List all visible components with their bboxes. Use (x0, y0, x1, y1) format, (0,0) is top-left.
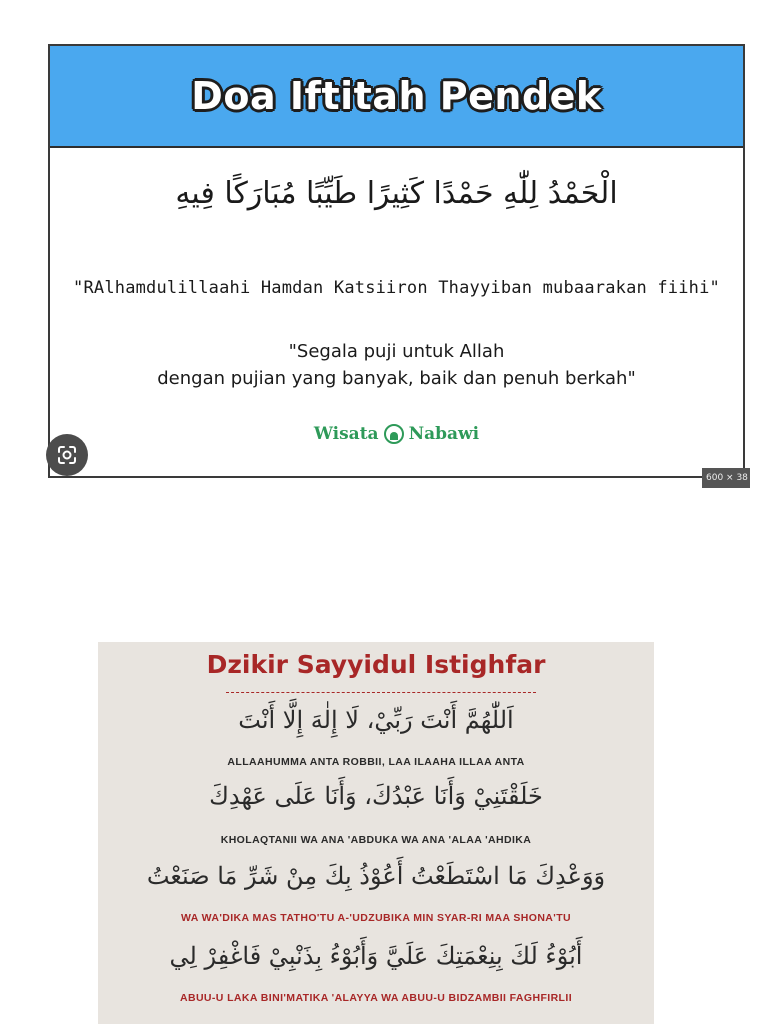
dzikir-image[interactable] (98, 642, 654, 1024)
verse-arabic: خَلَقْتَنِيْ وَأَنَا عَبْدُكَ، وَأَنَا عَلَى عَهْدِكَ (209, 782, 543, 810)
mosque-logo-icon (384, 424, 404, 444)
verse-arabic: أَبُوْءُ لَكَ بِنِعْمَتِكَ عَلَيَّ وَأَبُوْءُ بِذَنْبِيْ فَاغْفِرْ لِي (169, 942, 583, 970)
card-header (50, 46, 743, 148)
brand-watermark (50, 424, 743, 444)
translation-text (50, 338, 743, 392)
card2-title: Dzikir Sayyidul Istighfar (206, 650, 546, 679)
verse-arabic: اَللّٰهُمَّ أَنْتَ رَبِّيْ، لَا إِلٰهَ إِلَّا أَنْتَ (238, 706, 514, 734)
verse-latin: ALLAAHUMMA ANTA ROBBII, LAA ILAAHA ILLAA ANTA (227, 756, 525, 768)
brand-right-text: Nabawi (408, 424, 480, 444)
doa-iftitah-image[interactable] (36, 38, 750, 490)
verse-latin: WA WA'DIKA MAS TATHO'TU A-'UDZUBIKA MIN SYAR-RI MAA SHONA'TU (181, 912, 571, 924)
translation-line-1: "Segala puji untuk Allah (288, 341, 505, 362)
verse-latin: KHOLAQTANII WA ANA 'ABDUKA WA ANA 'ALAA 'AHDIKA (220, 834, 532, 846)
card-title: Doa Iftitah Pendek (191, 74, 602, 118)
verse-arabic: وَوَعْدِكَ مَا اسْتَطَعْتُ أَعُوْذُ بِكَ مِنْ شَرِّ مَا صَنَعْتُ (146, 862, 606, 890)
doa-iftitah-card (48, 44, 745, 478)
verse-latin: ABUU-U LAKA BINI'MATIKA 'ALAYYA WA ABUU-U BIDZAMBII FAGHFIRLII (179, 992, 573, 1004)
brand-left-text: Wisata (313, 424, 379, 444)
title-divider (226, 692, 536, 693)
latin-transliteration: "RAlhamdulillaahi Hamdan Katsiiron Thayyiban mubaarakan fiihi" (73, 278, 720, 298)
image-size-badge: 600 × 38 (702, 468, 750, 488)
translation-line-2: dengan pujian yang banyak, baik dan penuh berkah" (157, 368, 636, 389)
google-lens-icon[interactable] (46, 434, 88, 476)
arabic-prayer-text: الْحَمْدُ لِلّٰهِ حَمْدًا كَثِيرًا طَيِّبًا مُبَارَكًا فِيهِ (175, 176, 618, 211)
